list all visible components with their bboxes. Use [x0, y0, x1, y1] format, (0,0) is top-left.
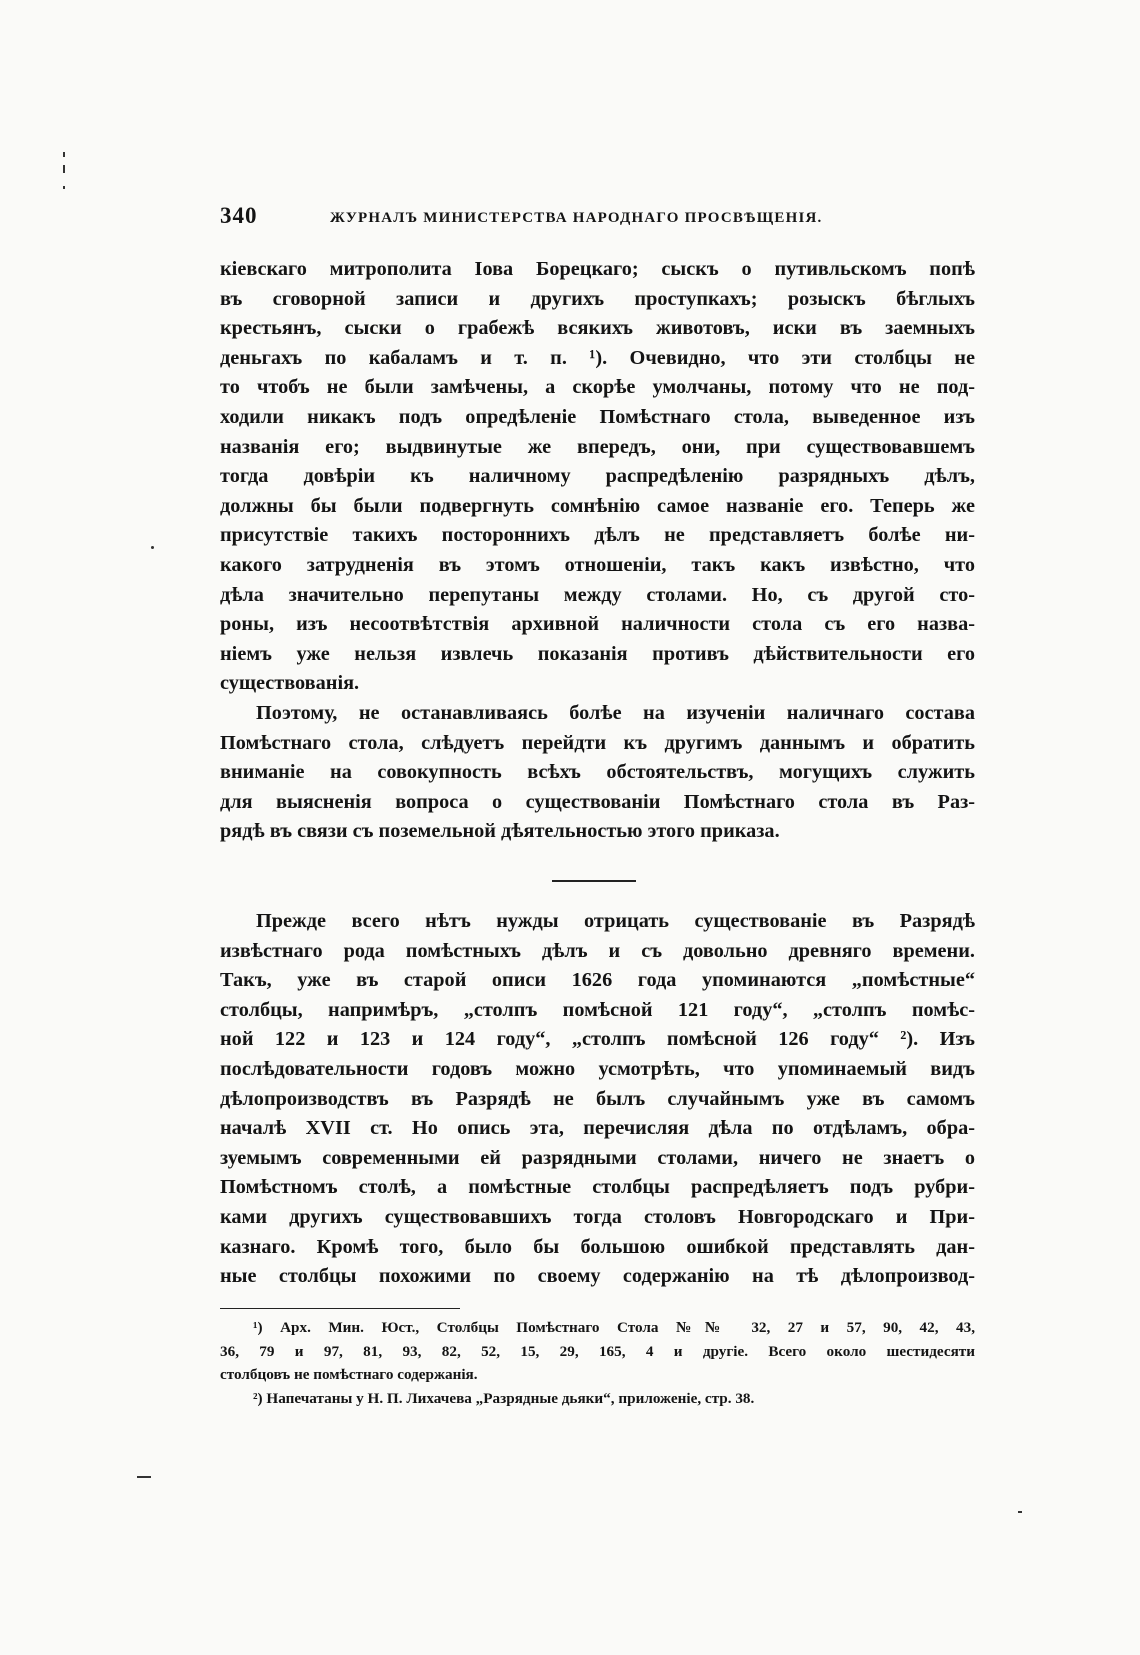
text-line: существованія.: [220, 672, 360, 695]
running-title: ЖУРНАЛЪ МИНИСТЕРСТВА НАРОДНАГО ПРОСВѢЩЕНІЯ.: [330, 210, 823, 226]
footnotes: [220, 1316, 975, 1410]
body-text-lower: [220, 907, 975, 1292]
text-line: началѣ XVII ст. Но опись эта, перечисляя дѣла по отдѣламъ, обра-: [220, 1117, 975, 1140]
text-line: ходили никакъ подъ опредѣленіе Помѣстнаго стола, выведенное изъ: [220, 405, 975, 428]
text-line: зуемымъ современными ей разрядными столами, ничего не знаетъ о: [220, 1146, 975, 1169]
text-line: Помѣстнаго стола, слѣдуетъ перейдти къ другимъ даннымъ и обратить: [220, 731, 975, 754]
text-line: дѣлопроизводствъ въ Разрядѣ не былъ случайнымъ уже въ самомъ: [220, 1087, 975, 1110]
text-line: въ сговорной записи и другихъ проступкахъ; розыскъ бѣглыхъ: [220, 287, 975, 310]
section-divider: [552, 880, 636, 882]
text-line: должны бы были подвергнуть сомнѣнію самое названіе его. Теперь же: [220, 494, 975, 517]
page-number: 340: [220, 203, 258, 228]
text-line: крестьянъ, сыски о грабежѣ всякихъ животовъ, иски въ заемныхъ: [220, 317, 975, 340]
text-line: ніемъ уже нельзя извлечь показанія противъ дѣйствительности его: [220, 642, 975, 665]
scan-mark-bottom-left: [137, 1476, 151, 1478]
page-header: [220, 203, 975, 233]
text-line: то чтобъ не были замѣчены, а скорѣе умолчаны, потому что не под-: [220, 376, 975, 399]
text-line: тогда довѣріи къ наличному распредѣленію разрядныхъ дѣлъ,: [220, 465, 975, 488]
scan-mark-top-left-2: [63, 165, 65, 173]
text-line: какого затрудненія въ этомъ отношеніи, такъ какъ извѣстно, что: [220, 553, 975, 576]
text-line: казнаго. Кромѣ того, было бы большою ошибкой представлять дан-: [220, 1235, 975, 1258]
scan-mark-margin-dot: [151, 546, 154, 549]
body-text-upper: [220, 255, 975, 847]
text-line: ками другихъ существовавшихъ тогда столовъ Новгородскаго и При-: [220, 1205, 975, 1228]
text-line: ной 122 и 123 и 124 году“, „столпъ помѣсной 126 году“ ²). Изъ: [220, 1028, 975, 1051]
text-line: роны, изъ несоотвѣтствія архивной наличности стола съ его назва-: [220, 613, 975, 636]
text-line: кіевскаго митрополита Іова Борецкаго; сыскъ о путивльскомъ попѣ: [220, 258, 975, 280]
footnote-1-line: столбцовъ не помѣстнаго содержанія.: [220, 1366, 478, 1383]
text-line: деньгахъ по кабаламъ и т. п. ¹). Очевидно, что эти столбцы не: [220, 346, 975, 369]
text-line: рядѣ въ связи съ поземельной дѣятельностью этого приказа.: [220, 820, 780, 843]
text-line: Поэтому, не останавливаясь болѣе на изученіи наличнаго состава: [256, 701, 975, 724]
footnote-rule: [220, 1308, 460, 1309]
text-line: Такъ, уже въ старой описи 1626 года упоминаются „помѣстные“: [220, 969, 975, 992]
text-line: послѣдовательности годовъ можно усмотрѣть, что упоминаемый видъ: [220, 1057, 975, 1080]
scan-mark-bottom-right: [1018, 1511, 1022, 1513]
text-line: для выясненія вопроса о существованіи Помѣстнаго стола въ Раз-: [220, 790, 975, 813]
text-line: Прежде всего нѣтъ нужды отрицать существованіе въ Разрядѣ: [256, 910, 975, 932]
text-line: дѣла значительно перепутаны между столами. Но, съ другой сто-: [220, 583, 975, 606]
footnote-1-line: ¹) Арх. Мин. Юст., Столбцы Помѣстнаго Стола №№ 32, 27 и 57, 90, 42, 43,: [253, 1319, 975, 1336]
scan-mark-top-left-3: [63, 186, 65, 189]
text-line: столбцы, напримѣръ, „столпъ помѣсной 121 году“, „столпъ помѣс-: [220, 998, 975, 1021]
scan-mark-top-left: [63, 152, 65, 157]
text-line: присутствіе такихъ постороннихъ дѣлъ не представляетъ болѣе ни-: [220, 524, 975, 547]
text-line: вниманіе на совокупность всѣхъ обстоятельствъ, могущихъ служить: [220, 761, 975, 784]
text-line: извѣстнаго рода помѣстныхъ дѣлъ и съ довольно древняго времени.: [220, 939, 975, 962]
text-line: названія его; выдвинутые же впередъ, они, при существовавшемъ: [220, 435, 975, 458]
footnote-1-line: 36, 79 и 97, 81, 93, 82, 52, 15, 29, 165, 4 и другіе. Всего около шестидесяти: [220, 1342, 975, 1360]
text-line: ные столбцы похожими по своему содержанію на тѣ дѣлопроизвод-: [220, 1265, 975, 1288]
text-line: Помѣстномъ столѣ, а помѣстные столбцы распредѣляетъ подъ рубри-: [220, 1176, 975, 1199]
footnote-2: ²) Напечатаны у Н. П. Лихачева „Разрядные дьяки“, приложеніе, стр. 38.: [253, 1389, 755, 1407]
